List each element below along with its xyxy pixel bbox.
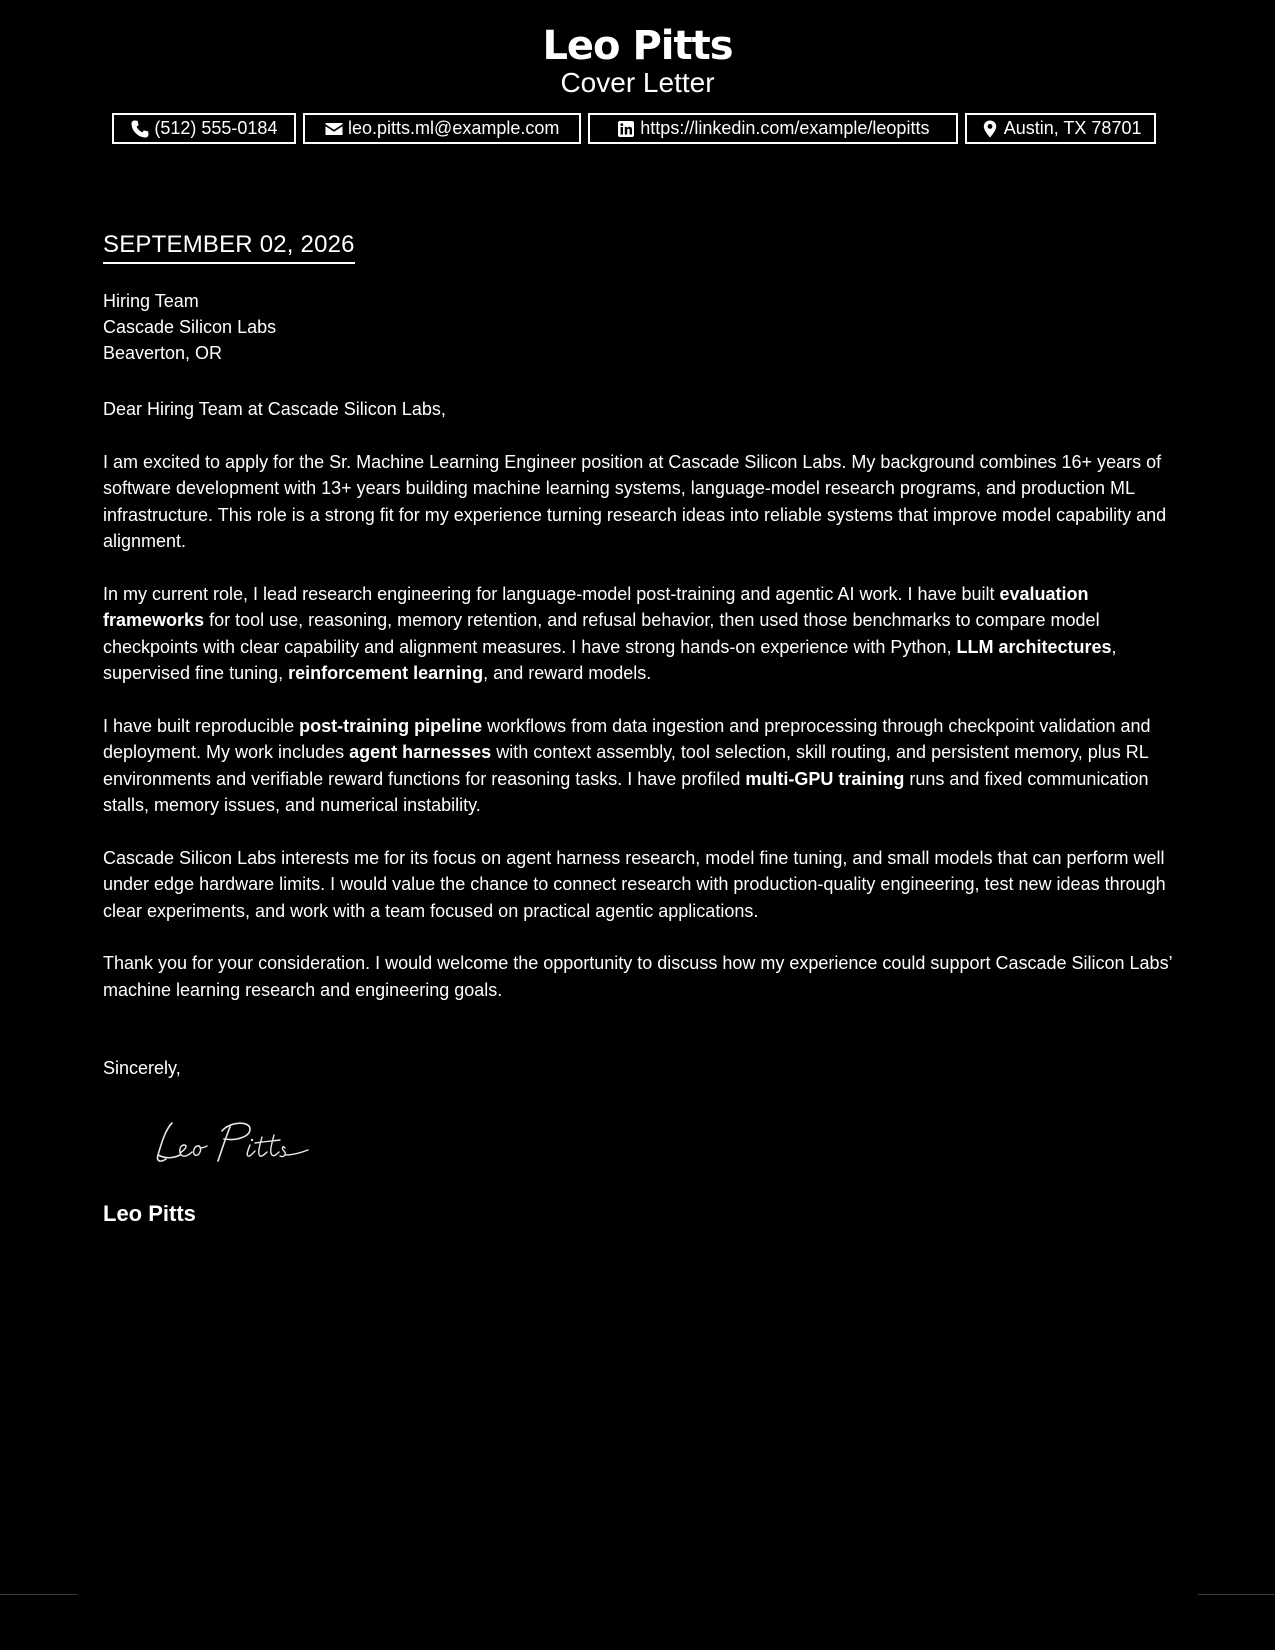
emphasis-text: reinforcement learning (288, 663, 484, 683)
paragraph-text: , and reward models. (483, 663, 652, 683)
contact-phone[interactable] (112, 113, 296, 144)
contact-bar (112, 113, 1156, 144)
paragraph-text: , supervised fine tuning, (103, 636, 1117, 683)
paragraph-text: Cascade Silicon Labs interests me for its focus on agent harness research, model fine tuning, and small models that can perform well under edge hardware limits. I would value the chance to connect research with production-quality engineering, test new ideas through clear experiments, and work with a team focused on practical agentic applications. (103, 847, 1166, 921)
paragraph-text: runs and fixed communication stalls, memory issues, and numerical instability. (103, 768, 1149, 815)
paragraph-text: for tool use, reasoning, memory retention, and refusal behavior, then used those benchmarks to compare model checkpoints with clear capability and alignment measures. I have strong hands-on experience with Python, (103, 610, 1100, 657)
contact-location-text: Austin, TX 78701 (1003, 118, 1142, 138)
body-paragraph (103, 449, 1173, 555)
paragraph-text: In my current role, I lead research engineering for language-model post-training and agentic AI work. I have built (103, 583, 1000, 604)
contact-linkedin-text: https://linkedin.com/example/leopitts (640, 118, 930, 138)
emphasis-text: agent harnesses (349, 742, 492, 762)
emphasis-text: LLM architectures (956, 636, 1112, 657)
contact-email-text: leo.pitts.ml@example.com (348, 118, 560, 138)
linkedin-icon (616, 119, 636, 139)
emphasis-text: evaluation frameworks (103, 583, 1089, 630)
letter-header (0, 22, 1275, 100)
phone-icon (130, 119, 150, 139)
recipient-line: Cascade Silicon Labs (103, 317, 277, 337)
contact-linkedin[interactable] (588, 113, 959, 144)
document-subtitle: Cover Letter (560, 67, 715, 98)
paragraph-text: I am excited to apply for the Sr. Machine Learning Engineer position at Cascade Silicon Labs. My background combines 16+ years of software development with 13+ years building machine learning systems, language-model research programs, and production ML infrastructure. This role is a strong fit for my experience turning research ideas into reliable systems that improve model capability and alignment. (103, 451, 1167, 551)
envelope-icon (324, 119, 344, 139)
handwritten-signature (150, 1115, 320, 1169)
signer-name: Leo Pitts (103, 1201, 196, 1226)
letter-date: SEPTEMBER 02, 2026 (103, 229, 355, 264)
closing: Sincerely, (103, 1058, 181, 1078)
applicant-name: Leo Pitts (542, 23, 733, 69)
recipient-line: Beaverton, OR (103, 343, 223, 363)
page-corner-rule (1198, 1594, 1275, 1595)
recipient-address (103, 288, 276, 366)
body-paragraph (103, 845, 1173, 925)
page-corner-rule (0, 1594, 77, 1595)
emphasis-text: multi-GPU training (745, 768, 905, 789)
body-paragraph (103, 713, 1173, 819)
paragraph-text: I have built reproducible (103, 715, 300, 736)
contact-location (965, 113, 1156, 144)
map-marker-icon (980, 119, 1000, 139)
emphasis-text: post-training pipeline (299, 715, 483, 736)
recipient-line: Hiring Team (103, 291, 199, 311)
body-paragraph (103, 950, 1173, 1003)
salutation: Dear Hiring Team at Cascade Silicon Labs, (103, 399, 446, 419)
body-paragraphs (103, 449, 1173, 1004)
body-paragraph (103, 581, 1173, 687)
contact-phone-text: (512) 555-0184 (154, 118, 278, 138)
paragraph-text: with context assembly, tool selection, skill routing, and persistent memory, plus RL environments and verifiable reward functions for reasoning tasks. I have profiled (103, 742, 1149, 789)
paragraph-text: workflows from data ingestion and preprocessing through checkpoint validation and deployment. My work includes (103, 715, 1151, 762)
contact-email[interactable] (303, 113, 581, 144)
paragraph-text: Thank you for your consideration. I would welcome the opportunity to discuss how my experience could support Cascade Silicon Labs’ machine learning research and engineering goals. (103, 953, 1172, 1000)
letter-body (103, 396, 1173, 1029)
